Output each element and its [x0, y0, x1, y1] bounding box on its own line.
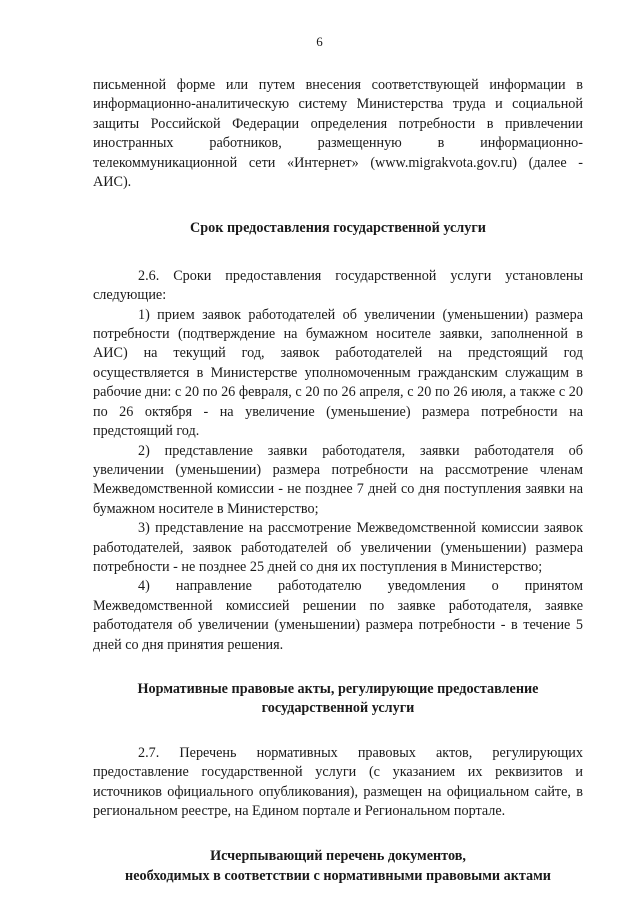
list-item-3: 3) представление на рассмотрение Межведомственной комиссии заявок работодателей, заявок работодателей об увеличении (уменьшении) размера потребности - не позднее 25 дней со дня их поступления в Министерство; — [93, 520, 583, 575]
section-heading-docs-line2: необходимых в соответствии с нормативными правовыми актами — [125, 867, 551, 884]
section-heading-docs — [93, 847, 583, 886]
section-heading-term: Срок предоставления государственной услуги — [190, 220, 486, 237]
page-number: 6 — [316, 34, 323, 49]
section-heading-acts — [93, 680, 583, 719]
section-heading-acts-line2: государственной услуги — [261, 700, 415, 717]
list-item-4: 4) направление работодателю уведомления о принятом Межведомственной комиссией решении по заявке работодателя, заявке работодателя об увеличении (уменьшении) размера потребности - в течение 5 дней со дня принятия решения. — [93, 578, 583, 653]
list-item-1: 1) прием заявок работодателей об увеличении (уменьшении) размера потребности (подтверждение на бумажном носителе заявки, заполненной в АИС) на текущий год, заявок работодателей на предстоящий год осуществляется в Министерстве уполномоченным гражданским служащим в рабочие дни: с 20 по 26 февраля, с 20 по 26 апреля, с 20 по 26 июля, а также с 20 по 26 октября - на увеличение (уменьшение) размера потребности на предстоящий год. — [93, 306, 583, 440]
document-body — [93, 76, 583, 886]
list-item-2: 2) представление заявки работодателя, заявки работодателя об увеличении (уменьшении) размера потребности на рассмотрение членам Межведомственной комиссии - не позднее 7 дней со дня поступления заявки на бумажном носителе в Министерство; — [93, 442, 583, 517]
paragraph-2-6: 2.6. Сроки предоставления государственной услуги установлены следующие: — [93, 267, 583, 304]
paragraph-2-7: 2.7. Перечень нормативных правовых актов, регулирующих предоставление государственной услуги (с указанием их реквизитов и источников официального опубликования), размещен на официальном сайте, в региональном реестре, на Едином портале и Региональном портале. — [93, 744, 583, 819]
section-heading-acts-line1: Нормативные правовые акты, регулирующие предоставление — [137, 680, 539, 697]
intro-paragraph: письменной форме или путем внесения соответствующей информации в информационно-аналитическую систему Министерства труда и социальной защиты Российской Федерации определения потребности в привлечении иностранных работников, размещенную в информационно-телекоммуникационной сети «Интернет» (www.migrakvota.gov.ru) (далее - АИС). — [93, 77, 583, 191]
section-heading-docs-line1: Исчерпывающий перечень документов, — [210, 848, 466, 865]
